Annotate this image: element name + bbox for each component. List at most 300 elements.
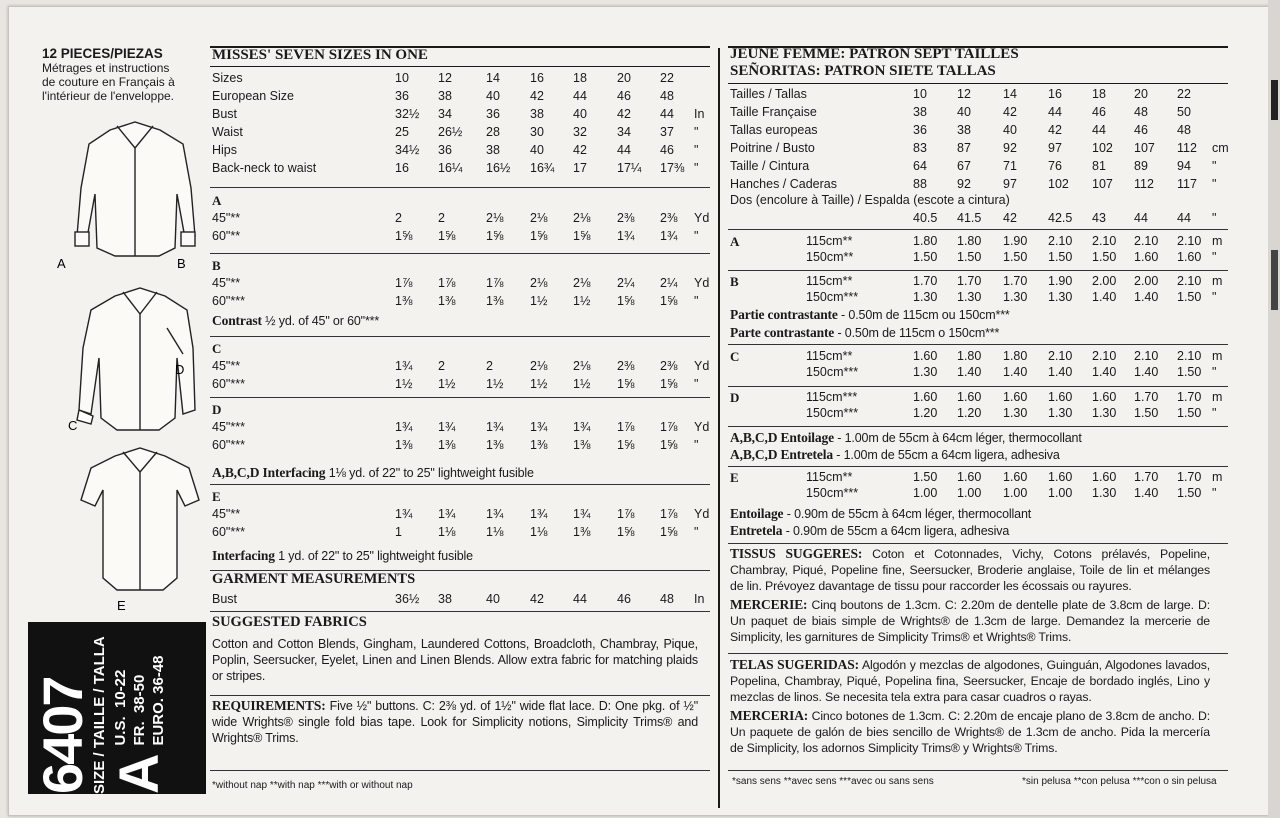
view-heading: B	[212, 258, 221, 273]
fr-size-row-label: Poitrine / Busto	[730, 141, 815, 155]
fr-yardage-row-value: 1.40	[957, 365, 982, 379]
fr-yardage-row-value: 1.00	[1048, 486, 1073, 500]
fr-size-row-value: 92	[957, 177, 971, 191]
fr-yardage-row-label: 115cm***	[806, 390, 858, 404]
divider-rule	[728, 466, 1228, 467]
merceria-title: MERCERIA:	[730, 708, 809, 723]
fr-yardage-row-value: 1.70	[1134, 390, 1159, 404]
fr-yardage-row-value: 1.70	[913, 274, 938, 288]
fr-size-row-unit: "	[1212, 177, 1217, 191]
fr-yardage-row-value: 1.50	[957, 250, 982, 264]
yardage-row-label: 45"**	[212, 211, 241, 225]
fr-yardage-row-value: 1.50	[1177, 486, 1202, 500]
yardage-row-unit: Yd	[694, 211, 710, 225]
fr-yardage-row-unit: "	[1212, 290, 1217, 304]
size-row-value: 38	[530, 107, 544, 121]
fr-yardage-row-value: 1.50	[1048, 250, 1073, 264]
fr-size-row-value: 44	[1092, 123, 1106, 137]
fr-size-row-value: 46	[1134, 123, 1148, 137]
e-interfacing-title: Interfacing	[212, 548, 275, 563]
fr-size-row-label: Tailles / Tallas	[730, 87, 807, 101]
size-row-value: 42	[573, 143, 587, 157]
fr-yardage-row-value: 1.60	[1048, 390, 1073, 404]
fr-yardage-row-value: 2.00	[1092, 274, 1117, 288]
fr-yardage-row-unit: "	[1212, 406, 1217, 420]
yardage-row-value: 1¾	[486, 507, 504, 521]
title-spanish: SEÑORITAS: PATRON SIETE TALLAS	[730, 63, 996, 79]
french-note-line: de couture en Français à	[42, 75, 175, 89]
yardage-row-unit: "	[694, 438, 699, 452]
yardage-row-value: 1½	[438, 377, 456, 391]
divider-rule	[210, 187, 710, 188]
size-row-label: Hips	[212, 143, 238, 157]
yardage-row-value: 2	[438, 359, 445, 373]
fr-yardage-row-value: 1.30	[913, 290, 938, 304]
fr-view-heading: D	[730, 390, 740, 405]
view-heading: E	[212, 489, 221, 504]
fr-size-row-value: 18	[1092, 87, 1106, 101]
size-row-value: 25	[395, 125, 409, 139]
us-range: 10-22	[112, 669, 129, 709]
mercerie-title: MERCERIE:	[730, 597, 808, 612]
entoilage-e-text: - 0.90m de 55cm à 64cm léger, thermocollant	[783, 507, 1032, 521]
divider-rule	[728, 344, 1228, 345]
yardage-row-value: 1⅞	[438, 276, 456, 290]
size-row-unit: In	[694, 107, 705, 121]
yardage-row-value: 2⅛	[486, 211, 504, 225]
dos-value: 41.5	[957, 211, 982, 225]
tissus-suggeres	[730, 546, 1210, 594]
parte-contrastante-title: Parte contrastante	[730, 325, 835, 340]
fr-yardage-row-value: 1.60	[1134, 250, 1159, 264]
fr-yardage-row-value: 1.60	[1092, 390, 1117, 404]
misses-title: MISSES' SEVEN SIZES IN ONE	[212, 47, 428, 63]
yardage-row-value: 2	[395, 211, 402, 225]
requirements-text: Five ½" buttons. C: 2⅜ yd. of 1½" wide flat lace. D: One pkg. of ½" wide Wrights® single fold bias tape. Look for Simplicity notions, Simplicity Trims® and Wrights® Trims.	[212, 699, 698, 745]
yardage-row-value: 1¾	[617, 229, 635, 243]
garment-row-value: 46	[617, 592, 631, 606]
fr-yardage-row-value: 1.40	[1092, 365, 1117, 379]
column-divider	[718, 48, 720, 808]
fr-yardage-row-value: 1.80	[913, 234, 938, 248]
yardage-row-value: 1⅜	[395, 438, 413, 452]
yardage-row-value: 2⅜	[660, 359, 678, 373]
fr-size-row-value: 83	[913, 141, 927, 155]
fr-yardage-row-label: 150cm**	[806, 250, 854, 264]
yardage-row-value: 1⅞	[395, 276, 413, 290]
fr-size-row-value: 102	[1092, 141, 1113, 155]
size-row-value: 28	[486, 125, 500, 139]
yardage-row-value: 1½	[530, 294, 548, 308]
fr-yardage-row-unit: m	[1212, 349, 1223, 363]
fr-yardage-row-value: 1.80	[957, 349, 982, 363]
fr-yardage-row-value: 1.50	[1177, 365, 1202, 379]
yardage-row-value: 1⅝	[617, 438, 635, 452]
yardage-row-value: 1⅝	[438, 229, 456, 243]
pieces-note	[42, 46, 175, 103]
fr-size-row-value: 87	[957, 141, 971, 155]
yardage-row-value: 1⅝	[660, 294, 678, 308]
view-label-a: A	[57, 256, 66, 271]
fr-size-row-value: 112	[1134, 177, 1154, 191]
yardage-row-value: 2⅜	[617, 211, 635, 225]
partie-contrastante	[730, 307, 1220, 323]
parte-contrastante	[730, 325, 1220, 341]
fr-yardage-row-value: 1.60	[1177, 250, 1202, 264]
telas-sugeridas-text: Algodón y mezclas de algodones, Guinguán, Algodones lavados, Popelina, Chambray, Piqué, Popelina fina, Seersucker, Encaje de bordado inglés, Lino y mezclas de linos. Se necesita tela extra para casar cuadros o rayas.	[730, 658, 1210, 704]
yardage-row-unit: Yd	[694, 420, 710, 434]
entoilage-abcd-text: - 1.00m de 55cm à 64cm léger, thermocollant	[833, 431, 1082, 445]
yardage-row-value: 1⅝	[617, 294, 635, 308]
size-row-value: 42	[530, 89, 544, 103]
mercerie	[730, 597, 1210, 645]
size-row-value: 36	[395, 89, 409, 103]
fr-size-row-value: 107	[1092, 177, 1113, 191]
fr-range: 38-50	[131, 674, 148, 714]
fr-size-row-value: 10	[913, 87, 927, 101]
divider-rule	[210, 336, 710, 337]
yardage-row-value: 1¾	[395, 507, 413, 521]
fr-yardage-row-unit: m	[1212, 470, 1223, 484]
fr-yardage-row-value: 1.60	[1003, 470, 1028, 484]
fr-size-row-value: 14	[1003, 87, 1017, 101]
french-title	[730, 46, 1019, 80]
fr-yardage-row-unit: m	[1212, 390, 1223, 404]
fr-yardage-row-value: 1.40	[1003, 365, 1028, 379]
fr-yardage-row-unit: "	[1212, 250, 1217, 264]
fr-yardage-row-value: 1.50	[913, 250, 938, 264]
size-row-label: Back-neck to waist	[212, 161, 317, 175]
size-row-value: 16¼	[438, 161, 463, 175]
fr-yardage-row-value: 1.30	[1003, 406, 1028, 420]
yardage-row-value: 1¾	[573, 507, 591, 521]
yardage-row-value: 1⅝	[660, 438, 678, 452]
fr-size-row-value: 97	[1003, 177, 1017, 191]
yardage-row-value: 1⅝	[617, 377, 635, 391]
yardage-row-value: 1⅛	[486, 525, 504, 539]
dos-value: 44	[1134, 211, 1148, 225]
fr-size-row-value: 50	[1177, 105, 1191, 119]
yardage-row-value: 1⅞	[660, 420, 678, 434]
fr-size-row-value: 42	[1048, 123, 1062, 137]
yardage-row-value: 1¾	[395, 359, 413, 373]
fr-size-row-value: 46	[1092, 105, 1106, 119]
size-row-value: 36	[486, 107, 500, 121]
fr-yardage-row-value: 2.10	[1177, 234, 1202, 248]
entretela-abcd-text: - 1.00m de 55cm a 64cm ligera, adhesiva	[832, 448, 1060, 462]
size-row-value: 34½	[395, 143, 420, 157]
parte-contrastante-text: - 0.50m de 115cm o 150cm***	[834, 326, 1000, 340]
fr-size-row-value: 36	[913, 123, 927, 137]
fr-size-row-value: 76	[1048, 159, 1062, 173]
fr-yardage-row-value: 1.90	[1048, 274, 1073, 288]
garment-row-value: 40	[486, 592, 500, 606]
entoilage-abcd	[730, 430, 1220, 446]
french-note-line: Métrages et instructions	[42, 61, 170, 75]
garment-row-label: Bust	[212, 592, 238, 606]
abcd-interfacing	[212, 465, 692, 481]
yardage-row-label: 60"***	[212, 294, 245, 308]
size-row-value: 40	[530, 143, 544, 157]
size-row-label: Sizes	[212, 71, 243, 85]
pieces-count: 12 PIECES/PIEZAS	[42, 46, 163, 61]
tissus-suggeres-text: Coton et Cotonnades, Vichy, Cotons prélavés, Popeline, Chambray, Piqué, Popeline fine, Seersucker, Broderie anglaise, Toile de lin et mélanges de lin. Prévoyez davantage de tissu pour raccorder les écossais ou rayures.	[730, 547, 1210, 593]
garment-row-value: 48	[660, 592, 674, 606]
entretela-e-title: Entretela	[730, 523, 783, 538]
yardage-row-value: 1⅝	[617, 525, 635, 539]
fr-size-row-value: 88	[913, 177, 927, 191]
yardage-row-value: 2⅛	[573, 211, 591, 225]
fr-yardage-row-label: 115cm**	[806, 234, 853, 248]
yardage-row-value: 1½	[573, 377, 591, 391]
size-row-value: 14	[486, 71, 500, 85]
garment-row-unit: In	[694, 592, 705, 606]
fr-yardage-row-value: 1.40	[1134, 290, 1159, 304]
fr-yardage-row-value: 1.50	[1092, 250, 1117, 264]
size-row-value: 48	[660, 89, 674, 103]
dos-label: Dos (encolure à Taille) / Espalda (escote a cintura)	[730, 193, 1010, 207]
e-interfacing	[212, 548, 692, 564]
view-label-c: C	[68, 418, 78, 433]
yardage-row-value: 1⅞	[617, 420, 635, 434]
fr-yardage-row-value: 1.30	[1092, 406, 1117, 420]
yardage-row-value: 1½	[486, 377, 504, 391]
entoilage-e	[730, 506, 1220, 522]
fabrics-text: Cotton and Cotton Blends, Gingham, Laundered Cottons, Broadcloth, Chambray, Pique, Poplin, Seersucker, Eyelet, Linen and Linen Blends. Allow extra fabric for matching plaids or stripes.	[212, 637, 698, 683]
yardage-row-value: 2⅛	[530, 359, 548, 373]
fr-size-row-value: 89	[1134, 159, 1148, 173]
contrast-note-text: ½ yd. of 45" or 60"***	[261, 314, 380, 328]
fr-yardage-row-value: 1.40	[1134, 486, 1159, 500]
fr-yardage-row-label: 150cm***	[806, 290, 859, 304]
size-row-value: 34	[438, 107, 452, 121]
requirements-title: REQUIREMENTS:	[212, 698, 326, 713]
fr-size-row-value: 38	[957, 123, 971, 137]
fr-yardage-row-label: 150cm***	[806, 365, 859, 379]
size-row-value: 26½	[438, 125, 463, 139]
fr-size-row-unit: cm	[1212, 141, 1229, 155]
view-letter: A	[107, 753, 170, 794]
dos-value: 42	[1003, 211, 1017, 225]
divider-rule	[728, 270, 1228, 271]
fr-yardage-row-label: 115cm**	[806, 470, 853, 484]
yardage-row-value: 1⅞	[617, 507, 635, 521]
divider-rule	[728, 426, 1228, 427]
divider-rule	[728, 653, 1228, 654]
abcd-interfacing-text: 1⅛ yd. of 22" to 25" lightweight fusible	[325, 466, 534, 480]
yardage-row-value: 2⅛	[530, 211, 548, 225]
fr-yardage-row-value: 1.20	[957, 406, 982, 420]
fr-view-heading: C	[730, 349, 740, 364]
fr-yardage-row-value: 1.80	[1003, 349, 1028, 363]
fr-yardage-row-value: 1.30	[1003, 290, 1028, 304]
yardage-row-label: 60"***	[212, 438, 245, 452]
yardage-row-value: 2⅛	[530, 276, 548, 290]
divider-rule	[210, 484, 710, 485]
requirements	[212, 698, 698, 746]
fr-yardage-row-value: 1.50	[1134, 406, 1159, 420]
view-label-d: D	[175, 362, 185, 377]
garment-title: GARMENT MEASUREMENTS	[212, 571, 416, 587]
fr-yardage-row-label: 115cm**	[806, 349, 853, 363]
fr-yardage-row-value: 1.70	[1134, 470, 1159, 484]
yardage-row-value: 1⅜	[438, 438, 456, 452]
yardage-row-unit: "	[694, 294, 699, 308]
e-interfacing-text: 1 yd. of 22" to 25" lightweight fusible	[274, 549, 473, 563]
partie-contrastante-title: Partie contrastante	[730, 307, 838, 322]
garment-sketches	[55, 118, 205, 628]
size-row-value: 30	[530, 125, 544, 139]
fr-size-row-value: 94	[1177, 159, 1191, 173]
fr-label: FR.	[131, 721, 148, 746]
fr-yardage-row-unit: "	[1212, 486, 1217, 500]
size-row-value: 16	[530, 71, 544, 85]
dos-value: 44	[1177, 211, 1191, 225]
merceria-text: Cinco botones de 1.3cm. C: 2.20m de encaje plano de 3.8cm de ancho. D: Un paquete de galón de bies sencillo de Wrights® de 1.3cm de ancho. Pida la mercería de Simplicity, los adornos Simplicity Trims® y Wrights® Trims.	[730, 709, 1210, 755]
fr-yardage-row-label: 150cm***	[806, 406, 859, 420]
fr-yardage-row-value: 1.30	[957, 290, 982, 304]
partie-contrastante-text: - 0.50m de 115cm ou 150cm***	[837, 308, 1010, 322]
yardage-row-value: 2⅜	[617, 359, 635, 373]
yardage-row-label: 60"***	[212, 377, 245, 391]
divider-rule	[210, 253, 710, 254]
fr-yardage-row-value: 1.30	[1092, 486, 1117, 500]
size-row-value: 16½	[486, 161, 511, 175]
us-label: U.S.	[112, 716, 129, 746]
french-note-line: l'intérieur de l'enveloppe.	[42, 89, 174, 103]
pattern-number-box	[28, 622, 206, 794]
fr-yardage-row-value: 2.10	[1048, 349, 1073, 363]
mercerie-text: Cinq boutons de 1.3cm. C: 2.20m de dentelle plate de 3.8cm de large. D: Un paquet de biais simple de Wrights® de 1.3cm de large. Demandez la mercerie de Simplicity, les garnitures de Simplicity Trims® et Wrights® Trims.	[730, 598, 1210, 644]
yardage-row-value: 1¾	[486, 420, 504, 434]
fr-size-row-value: 40	[1003, 123, 1017, 137]
fr-yardage-row-value: 1.60	[957, 390, 982, 404]
title-french: JEUNE FEMME: PATRON SEPT TAILLES	[730, 46, 1019, 62]
fr-size-row-value: 20	[1134, 87, 1148, 101]
size-row-value: 38	[438, 89, 452, 103]
yardage-row-label: 45"**	[212, 276, 241, 290]
fr-yardage-row-value: 1.80	[957, 234, 982, 248]
yardage-row-value: 1⅝	[660, 525, 678, 539]
size-row-value: 32½	[395, 107, 420, 121]
garment-row-value: 36½	[395, 592, 420, 606]
size-row-value: 16	[395, 161, 409, 175]
divider-rule	[210, 770, 710, 771]
fr-size-row-value: 71	[1003, 159, 1017, 173]
tissus-suggeres-title: TISSUS SUGGERES:	[730, 546, 863, 561]
fr-yardage-row-value: 1.60	[957, 470, 982, 484]
yardage-row-value: 1⅜	[486, 294, 504, 308]
yardage-row-unit: Yd	[694, 276, 710, 290]
size-row-value: 17¼	[617, 161, 642, 175]
entoilage-e-title: Entoilage	[730, 506, 784, 521]
yardage-row-value: 1⅝	[660, 377, 678, 391]
yardage-row-unit: "	[694, 525, 699, 539]
size-row-label: Bust	[212, 107, 238, 121]
yardage-row-value: 1¾	[530, 420, 548, 434]
contrast-note	[212, 313, 692, 329]
yardage-row-value: 1¾	[438, 507, 456, 521]
yardage-row-value: 1⅜	[486, 438, 504, 452]
fr-size-row-label: Tallas europeas	[730, 123, 818, 137]
size-row-value: 44	[617, 143, 631, 157]
fr-yardage-row-value: 2.10	[1177, 274, 1202, 288]
yardage-row-value: 1½	[530, 377, 548, 391]
envelope-edge	[1268, 0, 1280, 818]
yardage-row-label: 45"**	[212, 507, 241, 521]
yardage-row-value: 1½	[573, 294, 591, 308]
fr-size-row-value: 40	[957, 105, 971, 119]
fr-yardage-row-value: 1.70	[1177, 390, 1202, 404]
size-row-value: 32	[573, 125, 587, 139]
divider-rule	[728, 386, 1228, 387]
yardage-row-label: 45"***	[212, 420, 245, 434]
fr-size-row-value: 117	[1177, 177, 1197, 191]
fr-size-row-value: 67	[957, 159, 971, 173]
size-row-label: European Size	[212, 89, 295, 103]
yardage-row-value: 1⅜	[395, 294, 413, 308]
size-row-unit: "	[694, 143, 699, 157]
fr-yardage-row-label: 115cm**	[806, 274, 853, 288]
fr-yardage-row-label: 150cm***	[806, 486, 859, 500]
yardage-row-value: 2¼	[660, 276, 678, 290]
yardage-row-value: 1⅛	[438, 525, 456, 539]
fr-yardage-row-unit: m	[1212, 234, 1223, 248]
fr-size-row-value: 64	[913, 159, 927, 173]
fr-yardage-row-value: 1.30	[1048, 290, 1073, 304]
fr-yardage-row-value: 2.10	[1048, 234, 1073, 248]
fr-size-row-value: 102	[1048, 177, 1069, 191]
fr-yardage-row-value: 1.70	[957, 274, 982, 288]
fr-yardage-row-value: 2.10	[1134, 349, 1159, 363]
size-row-value: 36	[438, 143, 452, 157]
size-row-unit: "	[694, 161, 699, 175]
fr-yardage-row-value: 1.60	[913, 390, 938, 404]
garment-row-value: 44	[573, 592, 587, 606]
yardage-row-value: 2⅛	[573, 276, 591, 290]
fr-yardage-row-value: 1.30	[1048, 406, 1073, 420]
view-heading: D	[212, 402, 222, 417]
fr-size-row-value: 81	[1092, 159, 1106, 173]
fr-yardage-row-value: 1.90	[1003, 234, 1028, 248]
footnote-fr: *sans sens **avec sens ***avec ou sans sens	[732, 776, 934, 787]
size-row-value: 38	[486, 143, 500, 157]
size-row-value: 20	[617, 71, 631, 85]
divider-rule	[210, 695, 710, 696]
fr-size-row-value: 97	[1048, 141, 1062, 155]
telas-sugeridas-title: TELAS SUGERIDAS:	[730, 657, 859, 672]
fr-yardage-row-value: 1.60	[1092, 470, 1117, 484]
yardage-row-value: 1⅞	[486, 276, 504, 290]
fr-yardage-row-value: 1.60	[913, 349, 938, 363]
fr-size-row-label: Hanches / Caderas	[730, 177, 838, 191]
dos-value: 40.5	[913, 211, 938, 225]
fr-yardage-row-value: 2.10	[1092, 349, 1117, 363]
merceria	[730, 708, 1210, 756]
dos-value: 42.5	[1048, 211, 1073, 225]
fr-yardage-row-value: 1.40	[1134, 365, 1159, 379]
yardage-row-value: 1⅞	[660, 507, 678, 521]
yardage-row-value: 1⅜	[573, 525, 591, 539]
fr-yardage-row-value: 1.30	[913, 365, 938, 379]
yardage-row-value: 1⅛	[530, 525, 548, 539]
divider-rule	[210, 611, 710, 612]
yardage-row-value: 2	[486, 359, 493, 373]
yardage-row-value: 1¾	[395, 420, 413, 434]
view-label-e: E	[117, 598, 126, 613]
size-row-value: 42	[617, 107, 631, 121]
view-label-b: B	[177, 256, 186, 271]
